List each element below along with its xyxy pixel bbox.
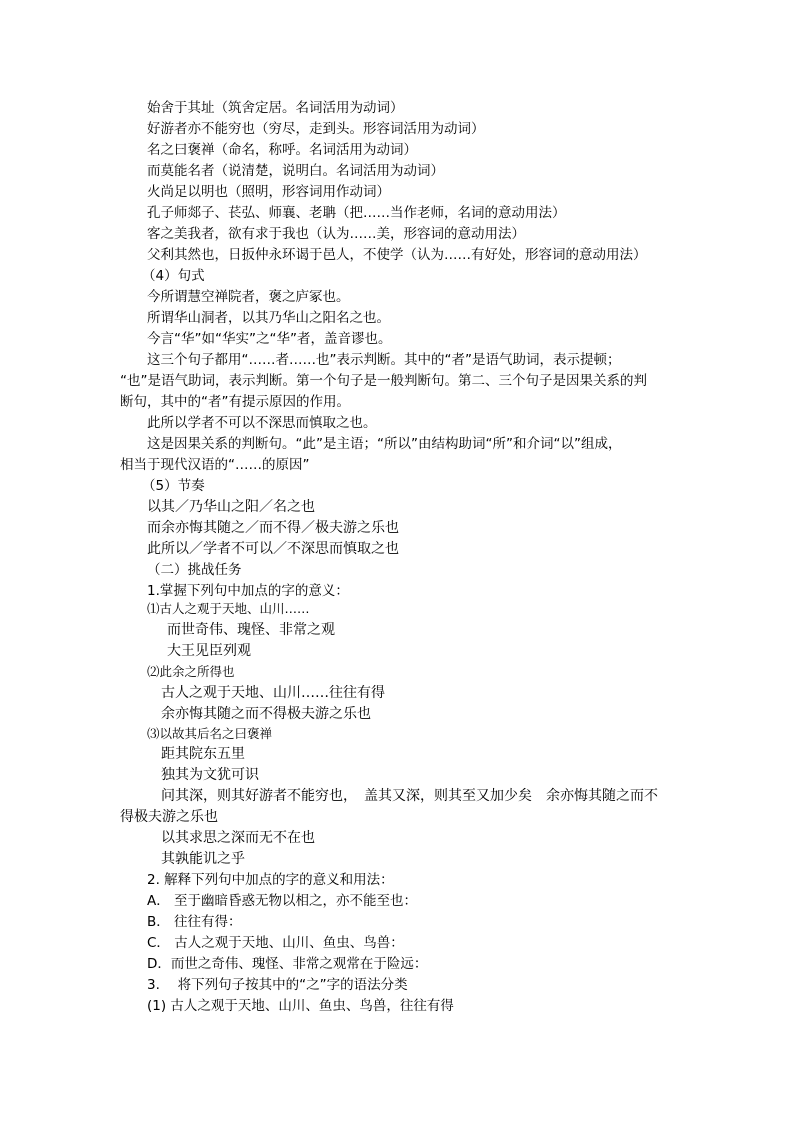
text-line: 相当于现代汉语的“……的原因”	[120, 457, 310, 473]
section-heading: （5）节奏	[142, 478, 205, 494]
text-line: 孔子师郯子、苌弘、师襄、老聃（把……当作老师，名词的意动用法）	[147, 205, 566, 221]
text-line: 其孰能讥之乎	[161, 851, 245, 867]
text-line: B． 往往有得：	[147, 914, 242, 930]
text-line: “也”是语气助词，表示判断。第一个句子是一般判断句。第二、三个句子是因果关系的判	[120, 373, 647, 389]
text-line: 客之美我者，欲有求于我也（认为……美，形容词的意动用法）	[147, 226, 525, 242]
text-line: 以其求思之深而无不在也	[161, 830, 315, 846]
text-line: 所谓华山洞者，以其乃华山之阳名之也。	[147, 310, 390, 326]
question-heading: 1.掌握下列句中加点的字的意义：	[147, 583, 349, 599]
text-line: 独其为文犹可识	[161, 767, 259, 783]
text-line: 得极夫游之乐也	[120, 809, 218, 825]
text-line: D．而世之奇伟、瑰怪、非常之观常在于险远：	[147, 956, 428, 972]
question-heading: 3. 将下列句子按其中的“之”字的语法分类	[147, 977, 408, 993]
text-line: 余亦悔其随之而不得极夫游之乐也	[161, 706, 371, 722]
question-heading: 2. 解释下列句中加点的字的意义和用法：	[147, 872, 394, 888]
text-line: 而余亦悔其随之／而不得／极夫游之乐也	[147, 520, 399, 536]
text-line: (1) 古人之观于天地、山川、鱼虫、鸟兽，往往有得	[147, 998, 454, 1014]
text-line: 好游者亦不能穷也（穷尽，走到头。形容词活用为动词）	[147, 121, 485, 137]
text-line: C． 古人之观于天地、山川、鱼虫、鸟兽：	[147, 935, 404, 951]
text-line: 距其院东五里	[161, 746, 245, 762]
text-line: ⑴古人之观于天地、山川……	[147, 601, 310, 616]
text-line: 父利其然也，日扳仲永环谒于邑人，不使学（认为……有好处，形容词的意动用法）	[147, 247, 647, 263]
text-line: 而莫能名者（说清楚，说明白。名词活用为动词）	[147, 163, 444, 179]
text-line: 始舍于其址（筑舍定居。名词活用为动词）	[147, 100, 404, 116]
text-line: 此所以学者不可以不深思而慎取之也。	[147, 415, 377, 431]
text-line: 今所谓慧空禅院者，褒之庐冢也。	[147, 289, 350, 305]
text-line: 大王见臣列观	[167, 643, 251, 659]
text-line: 古人之观于天地、山川……往往有得	[161, 685, 385, 701]
text-line: 断句，其中的“者”有提示原因的作用。	[120, 394, 350, 410]
section-heading: （二）挑战任务	[147, 562, 242, 578]
text-line: 以其／乃华山之阳／名之也	[147, 499, 315, 515]
text-line: 此所以／学者不可以／不深思而慎取之也	[147, 541, 399, 557]
text-line: 问其深，则其好游者不能穷也， 盖其又深，则其至又加少矣 余亦悔其随之而不	[161, 788, 658, 804]
text-line: ⑶以故其后名之曰褒禅	[147, 726, 273, 741]
text-line: A． 至于幽暗昏惑无物以相之，亦不能至也：	[147, 893, 418, 909]
text-line: 这是因果关系的判断句。“此”是主语；“所以”由结构助词“所”和介词“以”组成，	[147, 436, 622, 452]
text-line: 火尚足以明也（照明，形容词用作动词）	[147, 184, 390, 200]
text-line: 名之曰褒禅（命名，称呼。名词活用为动词）	[147, 142, 417, 158]
text-line: 这三个句子都用“……者……也”表示判断。其中的“者”是语气助词，表示提顿；	[147, 352, 621, 368]
text-line: 而世奇伟、瑰怪、非常之观	[167, 622, 335, 638]
text-line: ⑵此余之所得也	[147, 664, 235, 679]
text-line: 今言“华”如“华实”之“华”者，盖音谬也。	[147, 331, 392, 347]
section-heading: （4）句式	[142, 268, 205, 284]
